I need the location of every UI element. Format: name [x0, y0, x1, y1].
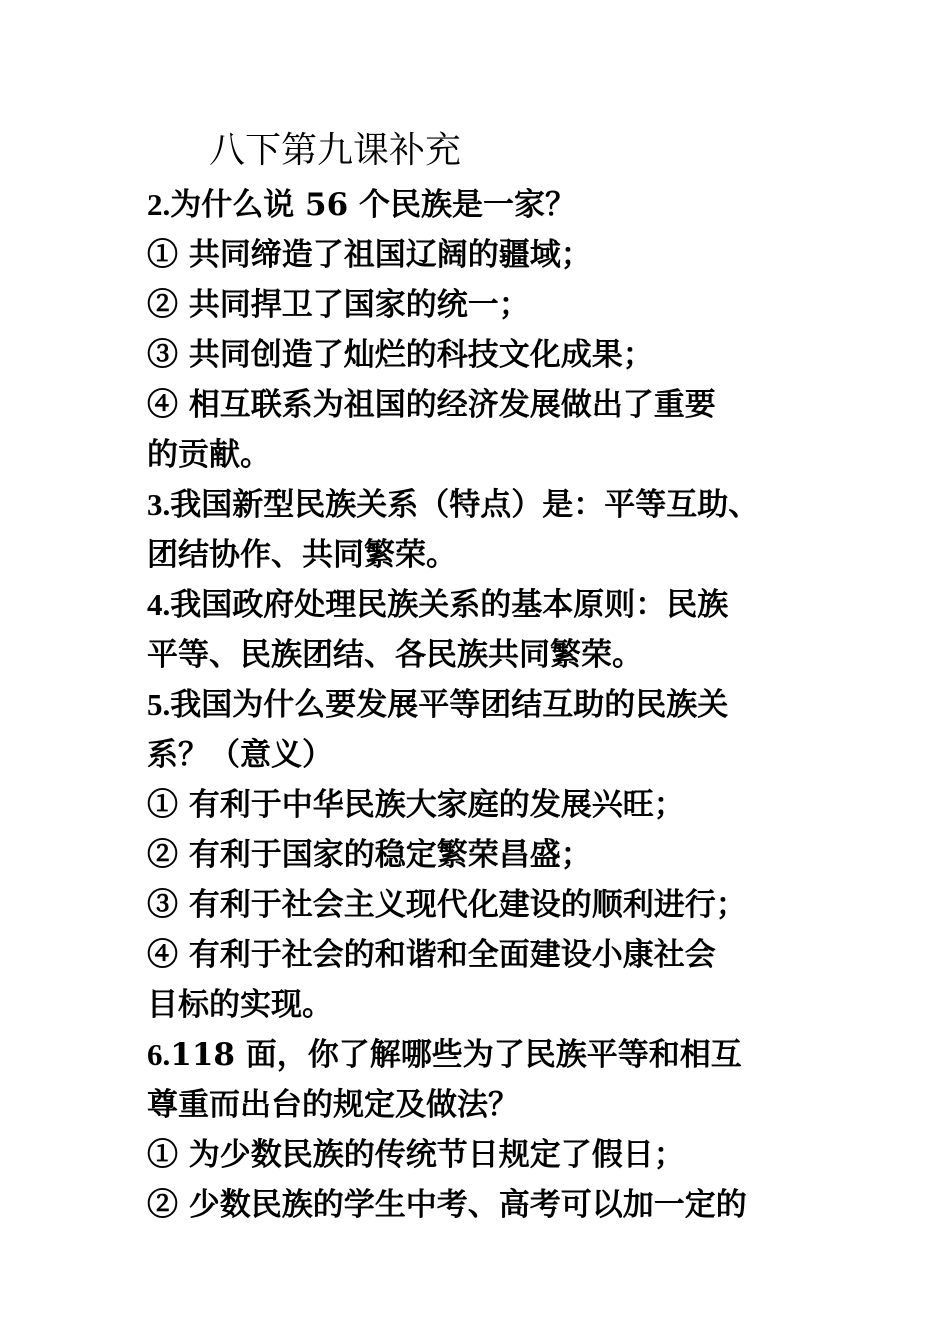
document-body [147, 180, 812, 1230]
text-line: 3.我国新型民族关系（特点）是：平等互助、 [147, 487, 760, 523]
text-line: 团结协作、共同繁荣。 [147, 537, 457, 573]
text-line: 平等、民族团结、各民族共同繁荣。 [147, 637, 643, 673]
text-line: 系？（意义） [147, 737, 333, 773]
text-line: ③ 有利于社会主义现代化建设的顺利进行； [147, 887, 747, 923]
text-line: 尊重而出台的规定及做法？ [147, 1087, 519, 1123]
text-line: ① 为少数民族的传统节日规定了假日； [147, 1137, 685, 1173]
text-line: ③ 共同创造了灿烂的科技文化成果； [147, 337, 654, 373]
text-line: 6.118 面，你了解哪些为了民族平等和相互 [147, 1037, 742, 1073]
document-page [147, 122, 812, 1230]
text-line: ② 共同捍卫了国家的统一； [147, 287, 530, 323]
text-line: ① 共同缔造了祖国辽阔的疆域； [147, 237, 592, 273]
text-line: ④ 相互联系为祖国的经济发展做出了重要 [147, 387, 716, 423]
text-line: ② 有利于国家的稳定繁荣昌盛； [147, 837, 592, 873]
text-line: ① 有利于中华民族大家庭的发展兴旺； [147, 787, 685, 823]
text-line: 的贡献。 [147, 437, 271, 473]
text-line: ② 少数民族的学生中考、高考可以加一定的 [147, 1187, 747, 1223]
text-line: 5.我国为什么要发展平等团结互助的民族关 [147, 687, 729, 723]
document-title: 八下第九课补充 [209, 130, 462, 171]
text-line: ④ 有利于社会的和谐和全面建设小康社会 [147, 937, 716, 973]
text-line: 目标的实现。 [147, 987, 333, 1023]
text-line: 2.为什么说 56 个民族是一家？ [147, 187, 576, 223]
text-line: 4.我国政府处理民族关系的基本原则：民族 [147, 587, 729, 623]
